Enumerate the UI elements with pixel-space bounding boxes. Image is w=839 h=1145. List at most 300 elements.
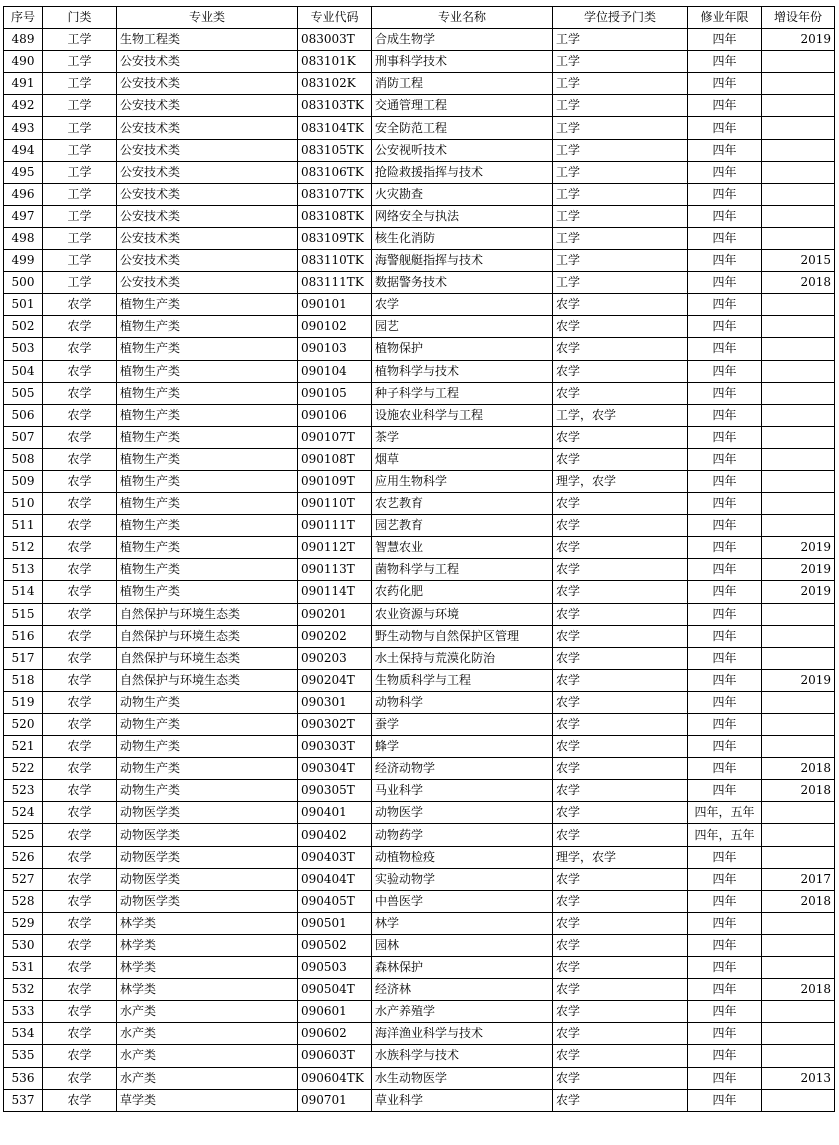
cell-discipline: 农学	[43, 537, 117, 559]
cell-degree-type: 理学，农学	[553, 846, 688, 868]
cell-major-code: 090111T	[298, 515, 372, 537]
cell-study-years: 四年	[688, 979, 762, 1001]
cell-discipline: 工学	[43, 73, 117, 95]
cell-year-added	[762, 714, 835, 736]
cell-study-years: 四年	[688, 515, 762, 537]
cell-year-added: 2018	[762, 780, 835, 802]
cell-major-code: 090502	[298, 934, 372, 956]
cell-major-name: 菌物科学与工程	[372, 559, 553, 581]
cell-seq: 536	[4, 1067, 43, 1089]
cell-year-added	[762, 73, 835, 95]
cell-study-years: 四年	[688, 691, 762, 713]
cell-year-added	[762, 1045, 835, 1067]
cell-major-category: 植物生产类	[117, 294, 298, 316]
cell-discipline: 农学	[43, 581, 117, 603]
cell-degree-type: 工学	[553, 205, 688, 227]
cell-major-category: 生物工程类	[117, 29, 298, 51]
table-row	[4, 95, 835, 117]
cell-year-added: 2019	[762, 29, 835, 51]
cell-degree-type: 工学	[553, 139, 688, 161]
cell-seq: 510	[4, 493, 43, 515]
table-row	[4, 957, 835, 979]
cell-major-name: 抢险救援指挥与技术	[372, 161, 553, 183]
cell-major-code: 090504T	[298, 979, 372, 1001]
cell-degree-type: 工学	[553, 250, 688, 272]
table-row	[4, 294, 835, 316]
cell-study-years: 四年	[688, 868, 762, 890]
cell-study-years: 四年	[688, 581, 762, 603]
cell-major-code: 083107TK	[298, 183, 372, 205]
cell-year-added	[762, 338, 835, 360]
cell-major-category: 动物医学类	[117, 824, 298, 846]
cell-degree-type: 农学	[553, 360, 688, 382]
cell-major-code: 083104TK	[298, 117, 372, 139]
cell-year-added	[762, 912, 835, 934]
cell-year-added	[762, 1001, 835, 1023]
cell-seq: 500	[4, 272, 43, 294]
cell-seq: 496	[4, 183, 43, 205]
cell-year-added	[762, 205, 835, 227]
cell-seq: 522	[4, 758, 43, 780]
cell-major-code: 090201	[298, 603, 372, 625]
cell-discipline: 农学	[43, 780, 117, 802]
cell-major-name: 公安视听技术	[372, 139, 553, 161]
cell-seq: 497	[4, 205, 43, 227]
cell-major-category: 动物医学类	[117, 890, 298, 912]
header-major-code: 专业代码	[298, 7, 372, 29]
cell-degree-type: 工学	[553, 29, 688, 51]
cell-year-added	[762, 1089, 835, 1111]
cell-discipline: 农学	[43, 470, 117, 492]
cell-study-years: 四年	[688, 29, 762, 51]
cell-major-code: 090106	[298, 404, 372, 426]
table-row	[4, 979, 835, 1001]
cell-major-category: 自然保护与环境生态类	[117, 669, 298, 691]
table-row	[4, 736, 835, 758]
cell-seq: 533	[4, 1001, 43, 1023]
cell-discipline: 农学	[43, 868, 117, 890]
cell-major-category: 公安技术类	[117, 272, 298, 294]
cell-seq: 499	[4, 250, 43, 272]
cell-year-added	[762, 736, 835, 758]
cell-seq: 505	[4, 382, 43, 404]
cell-major-code: 090601	[298, 1001, 372, 1023]
cell-degree-type: 农学	[553, 625, 688, 647]
table-row	[4, 824, 835, 846]
table-row	[4, 316, 835, 338]
header-degree-type: 学位授予门类	[553, 7, 688, 29]
cell-year-added	[762, 1023, 835, 1045]
cell-study-years: 四年	[688, 603, 762, 625]
cell-degree-type: 农学	[553, 493, 688, 515]
cell-major-name: 农学	[372, 294, 553, 316]
cell-major-name: 数据警务技术	[372, 272, 553, 294]
table-row	[4, 846, 835, 868]
cell-study-years: 四年	[688, 1045, 762, 1067]
cell-year-added	[762, 934, 835, 956]
cell-discipline: 农学	[43, 559, 117, 581]
cell-major-category: 自然保护与环境生态类	[117, 647, 298, 669]
cell-major-name: 水生动物医学	[372, 1067, 553, 1089]
cell-degree-type: 农学	[553, 957, 688, 979]
cell-study-years: 四年	[688, 493, 762, 515]
cell-study-years: 四年	[688, 1023, 762, 1045]
cell-study-years: 四年	[688, 1001, 762, 1023]
cell-degree-type: 工学，农学	[553, 404, 688, 426]
cell-major-category: 林学类	[117, 912, 298, 934]
table-row	[4, 603, 835, 625]
cell-major-category: 自然保护与环境生态类	[117, 625, 298, 647]
cell-major-category: 公安技术类	[117, 250, 298, 272]
cell-seq: 521	[4, 736, 43, 758]
cell-major-category: 水产类	[117, 1001, 298, 1023]
cell-major-name: 智慧农业	[372, 537, 553, 559]
cell-seq: 535	[4, 1045, 43, 1067]
cell-discipline: 农学	[43, 934, 117, 956]
header-study-years: 修业年限	[688, 7, 762, 29]
table-row	[4, 183, 835, 205]
cell-major-name: 农艺教育	[372, 493, 553, 515]
table-row	[4, 1089, 835, 1111]
cell-major-code: 090112T	[298, 537, 372, 559]
cell-major-name: 生物质科学与工程	[372, 669, 553, 691]
cell-degree-type: 农学	[553, 1067, 688, 1089]
cell-seq: 490	[4, 51, 43, 73]
cell-discipline: 农学	[43, 1045, 117, 1067]
cell-seq: 516	[4, 625, 43, 647]
table-row	[4, 802, 835, 824]
cell-degree-type: 农学	[553, 979, 688, 1001]
cell-major-category: 水产类	[117, 1023, 298, 1045]
header-major-name: 专业名称	[372, 7, 553, 29]
cell-major-category: 动物生产类	[117, 758, 298, 780]
cell-major-code: 090113T	[298, 559, 372, 581]
cell-major-category: 植物生产类	[117, 382, 298, 404]
cell-seq: 525	[4, 824, 43, 846]
cell-major-category: 植物生产类	[117, 470, 298, 492]
cell-major-name: 野生动物与自然保护区管理	[372, 625, 553, 647]
cell-major-name: 园艺教育	[372, 515, 553, 537]
cell-study-years: 四年	[688, 890, 762, 912]
cell-major-name: 网络安全与执法	[372, 205, 553, 227]
cell-study-years: 四年	[688, 250, 762, 272]
cell-study-years: 四年	[688, 205, 762, 227]
cell-study-years: 四年	[688, 338, 762, 360]
cell-year-added	[762, 515, 835, 537]
cell-degree-type: 工学	[553, 51, 688, 73]
cell-degree-type: 理学，农学	[553, 470, 688, 492]
cell-major-code: 090204T	[298, 669, 372, 691]
cell-major-category: 水产类	[117, 1067, 298, 1089]
cell-seq: 515	[4, 603, 43, 625]
cell-major-code: 090104	[298, 360, 372, 382]
cell-major-name: 农药化肥	[372, 581, 553, 603]
cell-major-category: 公安技术类	[117, 117, 298, 139]
cell-study-years: 四年	[688, 73, 762, 95]
cell-year-added	[762, 117, 835, 139]
cell-major-name: 海洋渔业科学与技术	[372, 1023, 553, 1045]
cell-major-name: 交通管理工程	[372, 95, 553, 117]
cell-study-years: 四年，五年	[688, 824, 762, 846]
cell-major-name: 动植物检疫	[372, 846, 553, 868]
cell-discipline: 农学	[43, 382, 117, 404]
cell-degree-type: 工学	[553, 161, 688, 183]
cell-discipline: 农学	[43, 1001, 117, 1023]
cell-discipline: 农学	[43, 890, 117, 912]
cell-major-name: 海警舰艇指挥与技术	[372, 250, 553, 272]
cell-seq: 503	[4, 338, 43, 360]
cell-degree-type: 农学	[553, 1089, 688, 1111]
cell-discipline: 工学	[43, 95, 117, 117]
cell-seq: 518	[4, 669, 43, 691]
cell-seq: 523	[4, 780, 43, 802]
cell-major-category: 公安技术类	[117, 51, 298, 73]
header-year-added: 增设年份	[762, 7, 835, 29]
cell-year-added	[762, 846, 835, 868]
cell-major-name: 水族科学与技术	[372, 1045, 553, 1067]
cell-study-years: 四年	[688, 382, 762, 404]
cell-seq: 509	[4, 470, 43, 492]
cell-seq: 507	[4, 426, 43, 448]
cell-major-category: 植物生产类	[117, 448, 298, 470]
cell-major-category: 植物生产类	[117, 404, 298, 426]
cell-major-code: 090109T	[298, 470, 372, 492]
cell-degree-type: 农学	[553, 691, 688, 713]
cell-major-code: 090404T	[298, 868, 372, 890]
cell-study-years: 四年	[688, 1089, 762, 1111]
cell-year-added: 2019	[762, 581, 835, 603]
table-row	[4, 382, 835, 404]
cell-discipline: 农学	[43, 448, 117, 470]
cell-year-added	[762, 647, 835, 669]
cell-degree-type: 农学	[553, 316, 688, 338]
cell-major-name: 马业科学	[372, 780, 553, 802]
cell-major-code: 090604TK	[298, 1067, 372, 1089]
table-row	[4, 205, 835, 227]
cell-major-code: 083108TK	[298, 205, 372, 227]
cell-major-code: 090102	[298, 316, 372, 338]
cell-seq: 514	[4, 581, 43, 603]
cell-major-code: 083109TK	[298, 227, 372, 249]
header-discipline: 门类	[43, 7, 117, 29]
cell-major-category: 公安技术类	[117, 95, 298, 117]
cell-study-years: 四年	[688, 183, 762, 205]
table-row	[4, 934, 835, 956]
cell-major-name: 应用生物科学	[372, 470, 553, 492]
table-row	[4, 912, 835, 934]
cell-degree-type: 农学	[553, 603, 688, 625]
cell-degree-type: 农学	[553, 1001, 688, 1023]
cell-major-name: 林学	[372, 912, 553, 934]
cell-seq: 511	[4, 515, 43, 537]
table-row	[4, 647, 835, 669]
cell-major-code: 090303T	[298, 736, 372, 758]
cell-seq: 492	[4, 95, 43, 117]
cell-major-category: 水产类	[117, 1045, 298, 1067]
cell-degree-type: 农学	[553, 382, 688, 404]
table-row	[4, 272, 835, 294]
cell-major-category: 植物生产类	[117, 316, 298, 338]
cell-seq: 534	[4, 1023, 43, 1045]
cell-seq: 520	[4, 714, 43, 736]
cell-major-category: 林学类	[117, 979, 298, 1001]
cell-major-name: 草业科学	[372, 1089, 553, 1111]
cell-discipline: 工学	[43, 205, 117, 227]
table-row	[4, 868, 835, 890]
cell-year-added	[762, 360, 835, 382]
cell-major-code: 083105TK	[298, 139, 372, 161]
cell-major-code: 090203	[298, 647, 372, 669]
cell-discipline: 农学	[43, 603, 117, 625]
cell-discipline: 工学	[43, 183, 117, 205]
cell-study-years: 四年	[688, 294, 762, 316]
cell-discipline: 工学	[43, 117, 117, 139]
cell-seq: 530	[4, 934, 43, 956]
cell-major-code: 090402	[298, 824, 372, 846]
table-row	[4, 714, 835, 736]
table-row	[4, 1023, 835, 1045]
cell-degree-type: 农学	[553, 647, 688, 669]
cell-degree-type: 农学	[553, 515, 688, 537]
cell-seq: 531	[4, 957, 43, 979]
cell-seq: 524	[4, 802, 43, 824]
cell-discipline: 农学	[43, 802, 117, 824]
cell-discipline: 农学	[43, 338, 117, 360]
cell-study-years: 四年	[688, 227, 762, 249]
cell-major-category: 植物生产类	[117, 515, 298, 537]
cell-year-added	[762, 51, 835, 73]
cell-major-name: 茶学	[372, 426, 553, 448]
cell-major-code: 090701	[298, 1089, 372, 1111]
cell-major-code: 083101K	[298, 51, 372, 73]
cell-study-years: 四年	[688, 537, 762, 559]
cell-major-name: 实验动物学	[372, 868, 553, 890]
table-row	[4, 338, 835, 360]
cell-discipline: 农学	[43, 824, 117, 846]
cell-degree-type: 农学	[553, 1045, 688, 1067]
cell-major-name: 消防工程	[372, 73, 553, 95]
table-row	[4, 1067, 835, 1089]
cell-discipline: 农学	[43, 1023, 117, 1045]
cell-major-name: 经济动物学	[372, 758, 553, 780]
cell-major-code: 090108T	[298, 448, 372, 470]
cell-seq: 537	[4, 1089, 43, 1111]
table-row	[4, 139, 835, 161]
cell-year-added	[762, 824, 835, 846]
cell-major-category: 植物生产类	[117, 360, 298, 382]
cell-discipline: 农学	[43, 426, 117, 448]
cell-major-code: 090401	[298, 802, 372, 824]
cell-discipline: 农学	[43, 360, 117, 382]
cell-discipline: 农学	[43, 957, 117, 979]
cell-year-added	[762, 691, 835, 713]
cell-study-years: 四年	[688, 669, 762, 691]
cell-major-name: 植物保护	[372, 338, 553, 360]
cell-seq: 532	[4, 979, 43, 1001]
cell-major-category: 公安技术类	[117, 73, 298, 95]
cell-major-category: 动物医学类	[117, 868, 298, 890]
cell-major-category: 动物生产类	[117, 736, 298, 758]
cell-year-added	[762, 802, 835, 824]
cell-major-category: 公安技术类	[117, 161, 298, 183]
table-row	[4, 515, 835, 537]
table-row	[4, 227, 835, 249]
cell-major-code: 090301	[298, 691, 372, 713]
cell-major-name: 种子科学与工程	[372, 382, 553, 404]
cell-seq: 512	[4, 537, 43, 559]
cell-year-added: 2019	[762, 669, 835, 691]
cell-study-years: 四年	[688, 1067, 762, 1089]
table-body	[4, 29, 835, 1112]
cell-study-years: 四年	[688, 51, 762, 73]
cell-discipline: 农学	[43, 979, 117, 1001]
cell-year-added	[762, 448, 835, 470]
cell-degree-type: 工学	[553, 272, 688, 294]
cell-major-category: 动物医学类	[117, 802, 298, 824]
table-row	[4, 161, 835, 183]
cell-study-years: 四年	[688, 714, 762, 736]
cell-study-years: 四年	[688, 404, 762, 426]
cell-study-years: 四年	[688, 736, 762, 758]
cell-major-name: 合成生物学	[372, 29, 553, 51]
cell-year-added	[762, 139, 835, 161]
cell-major-name: 火灾勘查	[372, 183, 553, 205]
cell-major-category: 植物生产类	[117, 338, 298, 360]
cell-major-code: 083110TK	[298, 250, 372, 272]
cell-discipline: 农学	[43, 647, 117, 669]
cell-seq: 489	[4, 29, 43, 51]
table-row	[4, 691, 835, 713]
cell-major-category: 植物生产类	[117, 493, 298, 515]
cell-year-added: 2018	[762, 272, 835, 294]
cell-major-category: 林学类	[117, 957, 298, 979]
cell-major-code: 090110T	[298, 493, 372, 515]
cell-seq: 501	[4, 294, 43, 316]
cell-discipline: 农学	[43, 714, 117, 736]
table-row	[4, 559, 835, 581]
cell-major-code: 090405T	[298, 890, 372, 912]
cell-seq: 498	[4, 227, 43, 249]
cell-degree-type: 农学	[553, 669, 688, 691]
header-seq: 序号	[4, 7, 43, 29]
cell-major-category: 动物生产类	[117, 714, 298, 736]
cell-year-added	[762, 957, 835, 979]
table-row	[4, 493, 835, 515]
cell-year-added	[762, 316, 835, 338]
cell-degree-type: 农学	[553, 890, 688, 912]
cell-study-years: 四年	[688, 758, 762, 780]
table-row	[4, 625, 835, 647]
cell-major-category: 自然保护与环境生态类	[117, 603, 298, 625]
cell-seq: 506	[4, 404, 43, 426]
cell-discipline: 农学	[43, 625, 117, 647]
cell-year-added	[762, 183, 835, 205]
cell-study-years: 四年	[688, 934, 762, 956]
cell-major-name: 安全防范工程	[372, 117, 553, 139]
table-row	[4, 448, 835, 470]
cell-year-added: 2013	[762, 1067, 835, 1089]
cell-degree-type: 工学	[553, 227, 688, 249]
cell-major-category: 植物生产类	[117, 426, 298, 448]
cell-major-code: 090103	[298, 338, 372, 360]
cell-discipline: 农学	[43, 912, 117, 934]
cell-seq: 502	[4, 316, 43, 338]
cell-study-years: 四年	[688, 559, 762, 581]
cell-major-name: 园林	[372, 934, 553, 956]
cell-study-years: 四年	[688, 95, 762, 117]
cell-major-category: 公安技术类	[117, 205, 298, 227]
cell-degree-type: 农学	[553, 448, 688, 470]
